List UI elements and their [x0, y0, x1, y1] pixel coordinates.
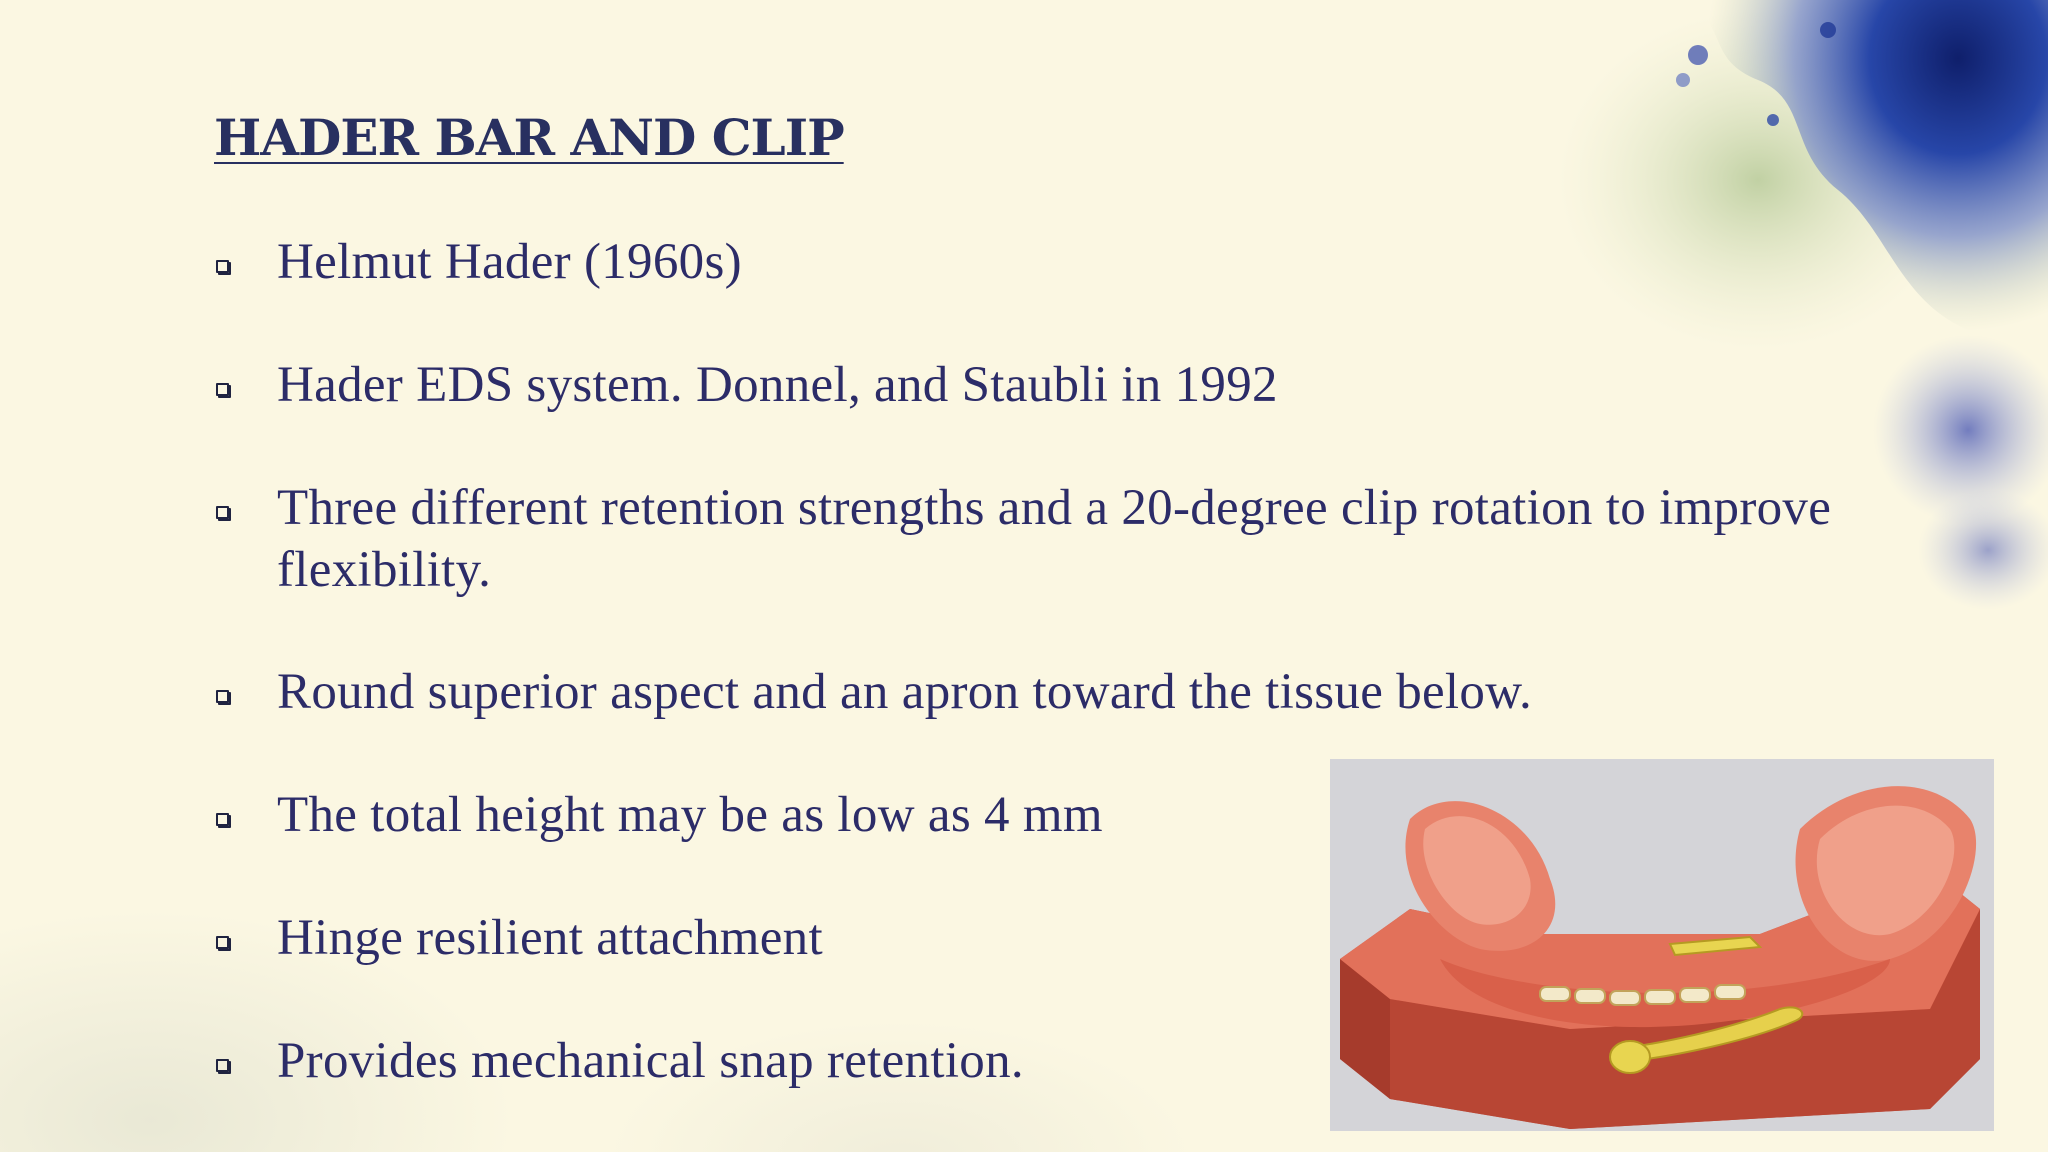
bullet-text: Three different retention strengths and a 20-degree clip rotation to improve flexibility. — [277, 480, 1832, 598]
bullet-text: Helmut Hader (1960s) — [277, 234, 742, 290]
checkbox-bullet-icon — [216, 506, 229, 519]
bullet-item — [216, 477, 1936, 601]
checkbox-bullet-icon — [216, 1059, 229, 1072]
slide-title: HADER BAR AND CLIP — [214, 108, 844, 167]
bullet-text: Provides mechanical snap retention. — [277, 1033, 1024, 1089]
checkbox-bullet-icon — [216, 936, 229, 949]
checkbox-bullet-icon — [216, 690, 229, 703]
bullet-item — [216, 661, 1936, 723]
checkbox-bullet-icon — [216, 813, 229, 826]
denture-bar-icon — [1330, 759, 1994, 1131]
checkbox-bullet-icon — [216, 383, 229, 396]
checkbox-bullet-icon — [216, 260, 229, 273]
denture-bar-illustration — [1330, 759, 1994, 1131]
bullet-text: Hinge resilient attachment — [277, 910, 823, 966]
bullet-text: Hader EDS system. Donnel, and Staubli in 1992 — [277, 357, 1278, 413]
bullet-item — [216, 354, 1936, 416]
bullet-text: The total height may be as low as 4 mm — [277, 787, 1103, 843]
bullet-item — [216, 231, 1936, 293]
bullet-text: Round superior aspect and an apron toward the tissue below. — [277, 664, 1533, 720]
